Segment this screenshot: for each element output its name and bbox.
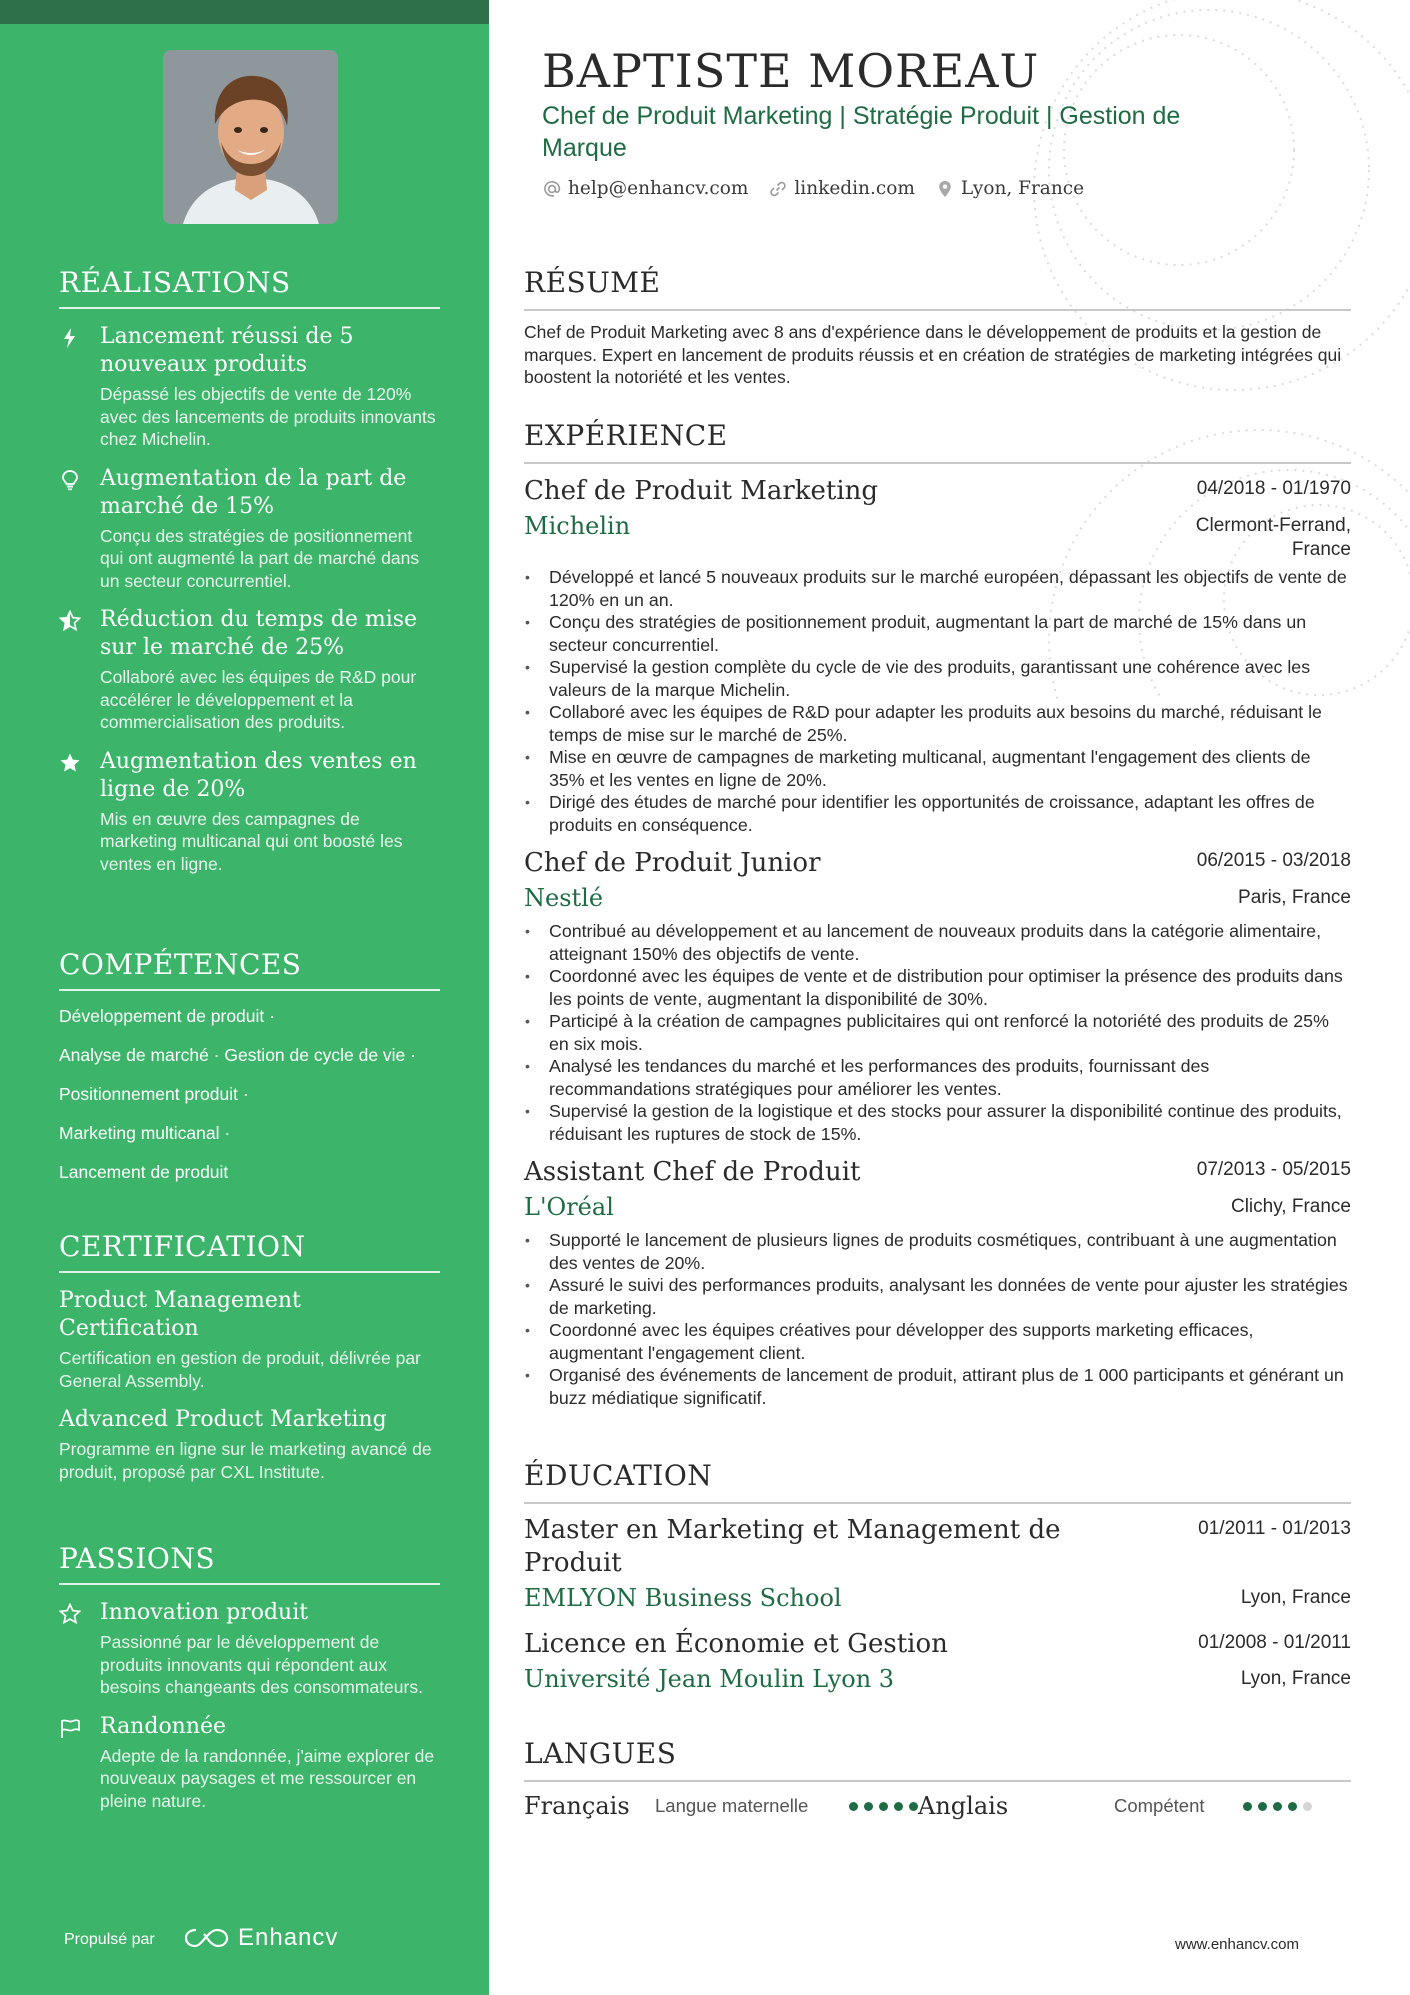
job-bullet: • Dirigé des études de marché pour identifier les opportunités de croissance, adaptant les offres de produits en conséquence.	[524, 791, 1351, 836]
rating-dot-filled	[1243, 1802, 1252, 1811]
achievement-item	[59, 748, 440, 876]
skills-section	[59, 948, 440, 1200]
achievement-desc: Mis en œuvre des campagnes de marketing multicanal qui ont boosté les ventes en ligne.	[100, 808, 403, 874]
achievements-section	[59, 266, 440, 889]
achievement-desc: Dépassé les objectifs de vente de 120% avec des lancements de produits innovants chez Michelin.	[100, 384, 436, 449]
skill-line: Positionnement produit ·	[59, 1084, 249, 1104]
job-dates: 04/2018 - 01/1970	[1196, 478, 1351, 499]
language-rating	[849, 1802, 918, 1811]
school-location: Lyon, France	[1240, 1587, 1351, 1608]
job-entry	[524, 846, 1351, 1145]
achievement-item	[59, 465, 440, 593]
website-link[interactable]: www.enhancv.com	[1175, 1936, 1299, 1953]
language-name: Anglais	[918, 1792, 1009, 1820]
job-bullet: • Supporté le lancement de plusieurs lignes de produits cosmétiques, contribuant à une augmentation des ventes de 20%.	[524, 1229, 1351, 1274]
job-bullet: • Conçu des stratégies de positionnement produit, augmentant la part de marché de 15% dans un secteur concurrentiel.	[524, 611, 1351, 656]
job-bullets	[524, 566, 1351, 836]
contact-location	[935, 178, 1084, 199]
certification-item	[59, 1406, 440, 1483]
rating-dot-filled	[849, 1802, 858, 1811]
certification-section	[59, 1230, 440, 1497]
rating-dot-empty	[1303, 1802, 1312, 1811]
degree-title: Master en Marketing et Management de Produit	[524, 1515, 1061, 1578]
rating-dot-filled	[879, 1802, 888, 1811]
location-pin-icon	[935, 179, 955, 199]
certification-desc: Programme en ligne sur le marketing avancé de produit, proposé par CXL Institute.	[59, 1439, 432, 1482]
avatar	[163, 50, 338, 224]
achievement-item	[59, 606, 440, 734]
skills-title: COMPÉTENCES	[59, 948, 440, 991]
passions-title: PASSIONS	[59, 1542, 440, 1585]
job-company: L'Oréal	[524, 1193, 614, 1221]
education-entry	[524, 1514, 1351, 1616]
sidebar	[0, 0, 489, 1995]
job-bullet: • Développé et lancé 5 nouveaux produits sur le marché européen, dépassant les objectifs de vente de 120% en un an.	[524, 566, 1351, 611]
star-icon	[59, 752, 81, 774]
candidate-headline: Chef de Produit Marketing | Stratégie Produit | Gestion de Marque	[542, 102, 1181, 162]
job-title: Chef de Produit Marketing	[524, 476, 879, 506]
achievement-title: Réduction du temps de mise sur le marché de 25%	[100, 607, 418, 660]
skill-line: Lancement de produit	[59, 1162, 229, 1182]
job-bullet: • Assuré le suivi des performances produits, analysant les données de vente pour ajuster les stratégies de marketing.	[524, 1274, 1351, 1319]
rating-dot-filled	[1258, 1802, 1267, 1811]
language-level: Compétent	[1114, 1795, 1205, 1816]
experience-title: EXPÉRIENCE	[524, 419, 1351, 464]
profile-photo	[163, 50, 338, 224]
achievement-desc: Collaboré avec les équipes de R&D pour accélérer le développement et la commercialisation des produits.	[100, 667, 417, 732]
school-location: Lyon, France	[1240, 1668, 1351, 1689]
experience-section	[524, 419, 1351, 1419]
job-company: Michelin	[524, 512, 631, 540]
passions-section	[59, 1542, 440, 1826]
job-bullet: • Collaboré avec les équipes de R&D pour adapter les produits aux besoins du marché, réduisant le temps de mise sur le marché de 25%.	[524, 701, 1351, 746]
achievement-title: Augmentation de la part de marché de 15%	[100, 465, 407, 519]
language-name: Français	[524, 1792, 630, 1820]
achievement-item	[59, 323, 440, 451]
skill-line: Marketing multicanal ·	[59, 1123, 231, 1143]
job-dates: 06/2015 - 03/2018	[1196, 850, 1351, 871]
skill-line: Développement de produit ·	[59, 1006, 275, 1026]
job-bullet: • Coordonné avec les équipes créatives pour développer des supports marketing efficaces, augmentant l'engagement client.	[524, 1319, 1351, 1364]
job-entry	[524, 1155, 1351, 1409]
education-dates: 01/2008 - 01/2011	[1198, 1632, 1351, 1653]
education-title: ÉDUCATION	[524, 1459, 1351, 1504]
achievement-title: Lancement réussi de 5 nouveaux produits	[100, 324, 354, 377]
contact-linkedin[interactable]	[768, 178, 915, 199]
star-half-icon	[59, 610, 81, 632]
language-level: Langue maternelle	[655, 1795, 809, 1816]
rating-dot-filled	[1288, 1802, 1297, 1811]
job-bullet: • Coordonné avec les équipes de vente et de distribution pour optimiser la présence des produits dans les points de vente, augmentant la disponibilité de 30%.	[524, 965, 1351, 1010]
job-bullet: • Supervisé la gestion de la logistique et des stocks pour assurer la disponibilité continue des produits, réduisant les ruptures de stock de 15%.	[524, 1100, 1351, 1145]
infinity-logo-icon	[184, 1926, 230, 1950]
job-dates: 07/2013 - 05/2015	[1196, 1159, 1351, 1180]
job-bullet: • Contribué au développement et au lancement de nouveaux produits dans la catégorie alimentaire, atteignant 150% des objectifs de vente.	[524, 920, 1351, 965]
rating-dot-filled	[894, 1802, 903, 1811]
certification-item	[59, 1287, 440, 1392]
job-bullets	[524, 920, 1351, 1145]
language-rating	[1243, 1802, 1312, 1811]
job-location: Clermont-Ferrand, France	[1195, 515, 1351, 560]
rating-dot-filled	[864, 1802, 873, 1811]
contact-bar	[542, 178, 1104, 199]
powered-by-label: Propulsé par	[64, 1931, 155, 1948]
education-section	[524, 1459, 1351, 1709]
summary-section	[524, 266, 1351, 389]
linkedin-text: linkedin.com	[794, 178, 915, 199]
language-item	[524, 1792, 918, 1820]
degree-title: Licence en Économie et Gestion	[524, 1629, 948, 1659]
candidate-name: BAPTISTE MOREAU	[542, 44, 1040, 98]
contact-email[interactable]	[542, 178, 748, 199]
job-bullet: • Organisé des événements de lancement de produit, attirant plus de 1 000 participants et générant un buzz médiatique significatif.	[524, 1364, 1351, 1409]
school-name: EMLYON Business School	[524, 1584, 842, 1612]
achievement-desc: Conçu des stratégies de positionnement qui ont augmenté la part de marché dans un secteur concurrentiel.	[100, 525, 420, 591]
achievement-title: Augmentation des ventes en ligne de 20%	[100, 748, 417, 802]
passion-desc: Adepte de la randonnée, j'aime explorer de nouveaux paysages et me ressourcer en pleine nature.	[100, 1745, 435, 1811]
job-bullets	[524, 1229, 1351, 1409]
job-location: Clichy, France	[1230, 1196, 1351, 1217]
email-text: help@enhancv.com	[568, 178, 749, 199]
job-title: Chef de Produit Junior	[524, 848, 821, 878]
job-bullet: • Mise en œuvre de campagnes de marketing multicanal, augmentant l'engagement des clients de 35% et les ventes en ligne de 20%.	[524, 746, 1351, 791]
flag-icon	[59, 1717, 81, 1739]
language-item	[918, 1792, 1351, 1820]
main-content	[489, 0, 1410, 1995]
job-entry	[524, 474, 1351, 836]
enhancv-logo[interactable]	[184, 1924, 338, 1952]
achievements-title: RÉALISATIONS	[59, 266, 440, 309]
job-bullet: • Participé à la création de campagnes publicitaires qui ont renforcé la notoriété des produits de 25% en six mois.	[524, 1010, 1351, 1055]
bolt-icon	[59, 327, 81, 349]
job-bullet: • Analysé les tendances du marché et les performances des produits, fournissant des recommandations stratégiques pour améliorer les ventes.	[524, 1055, 1351, 1100]
certification-desc: Certification en gestion de produit, délivrée par General Assembly.	[59, 1348, 421, 1391]
passion-item	[59, 1713, 440, 1813]
summary-title: RÉSUMÉ	[524, 266, 1351, 311]
job-title: Assistant Chef de Produit	[524, 1157, 861, 1187]
passion-title: Randonnée	[100, 1713, 227, 1739]
at-icon	[542, 179, 562, 199]
link-icon	[768, 179, 788, 199]
languages-title: LANGUES	[524, 1737, 1351, 1782]
certification-title: CERTIFICATION	[59, 1230, 440, 1273]
enhancv-brand: Enhancv	[238, 1924, 339, 1951]
sidebar-top-bar	[0, 0, 489, 24]
star-outline-icon	[59, 1603, 81, 1625]
location-text: Lyon, France	[960, 178, 1085, 199]
rating-dot-filled	[1273, 1802, 1282, 1811]
job-location: Paris, France	[1238, 887, 1351, 908]
rating-dot-filled	[909, 1802, 918, 1811]
summary-text: Chef de Produit Marketing avec 8 ans d'expérience dans le développement de produits et la gestion de marques. Expert en lancement de produits réussis et en création de stratégies de marketing intégrées qui boostent la notoriété et les ventes.	[524, 322, 1342, 387]
passion-item	[59, 1599, 440, 1699]
languages-section	[524, 1737, 1351, 1820]
certification-name: Product Management Certification	[59, 1288, 301, 1341]
job-company: Nestlé	[524, 884, 604, 912]
lightbulb-icon	[59, 469, 81, 491]
school-name: Université Jean Moulin Lyon 3	[524, 1665, 895, 1693]
skill-line: Analyse de marché · Gestion de cycle de vie ·	[59, 1045, 416, 1065]
education-entry	[524, 1628, 1351, 1697]
job-bullet: • Supervisé la gestion complète du cycle de vie des produits, garantissant une cohérence avec les valeurs de la marque Michelin.	[524, 656, 1351, 701]
passion-desc: Passionné par le développement de produits innovants qui répondent aux besoins changeants des consommateurs.	[100, 1632, 423, 1697]
languages-row	[524, 1792, 1351, 1820]
certification-name: Advanced Product Marketing	[59, 1407, 387, 1432]
passion-title: Innovation produit	[100, 1600, 309, 1625]
education-dates: 01/2011 - 01/2013	[1198, 1518, 1351, 1539]
